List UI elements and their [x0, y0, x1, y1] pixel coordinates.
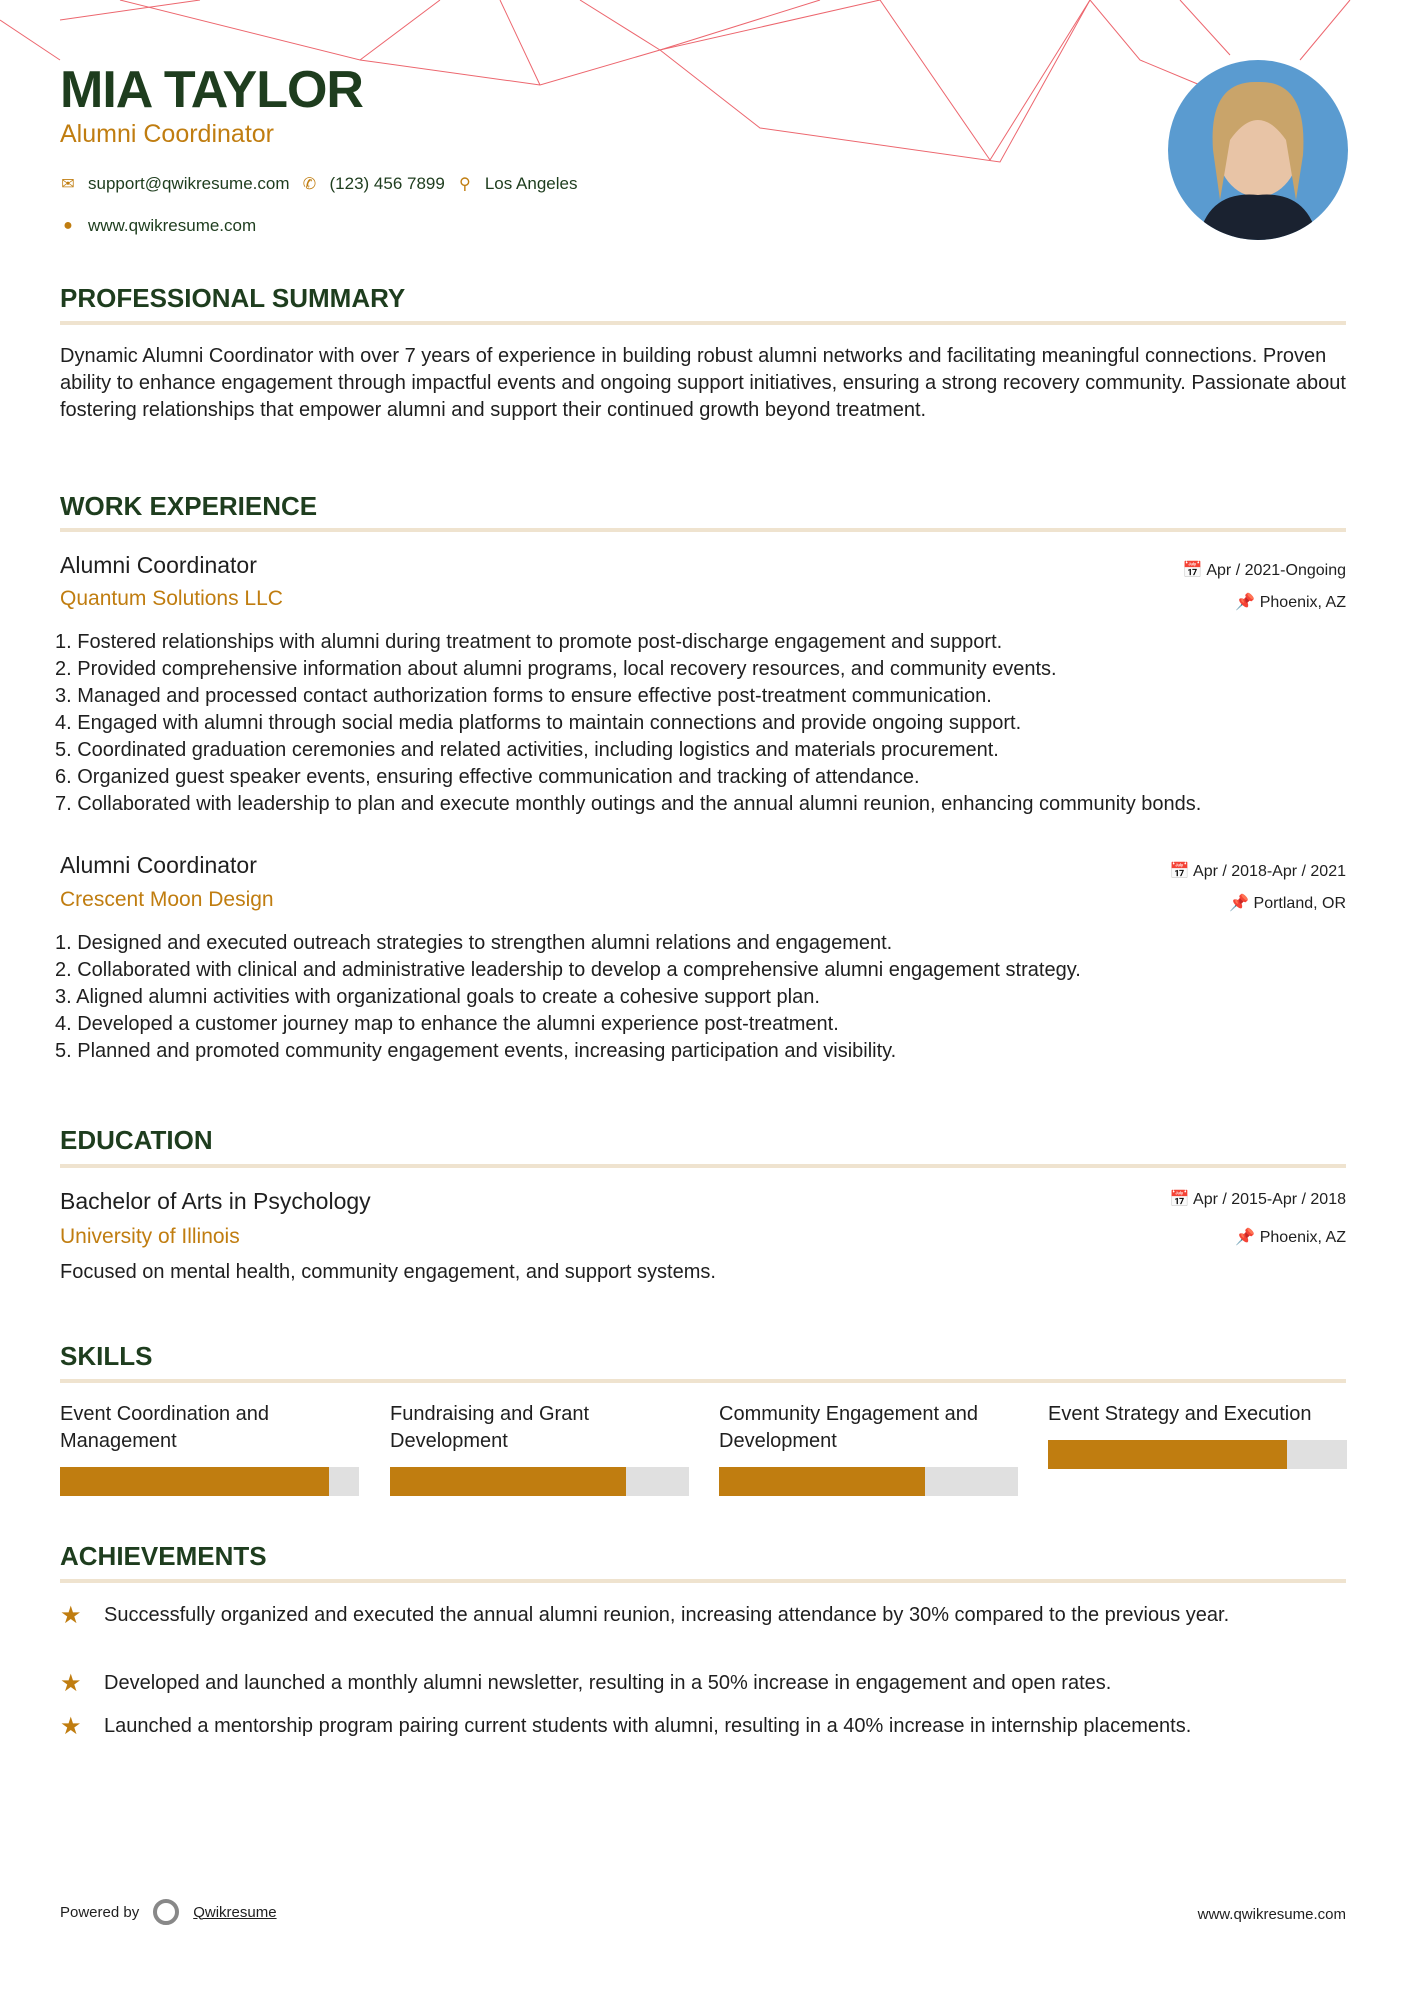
divider [60, 1164, 1346, 1168]
skill-bar-fill [390, 1467, 626, 1496]
achievement-item: ★ Successfully organized and executed the annual alumni reunion, increasing attendance by 30% compared to the previous year. [60, 1602, 1230, 1629]
list-item: 4. Developed a customer journey map to enhance the alumni experience post-treatment. [55, 1013, 839, 1035]
skill-name: Event Strategy and Execution [1048, 1403, 1312, 1425]
school: University of Illinois [60, 1225, 240, 1248]
candidate-name: MIA TAYLOR [60, 61, 363, 119]
summary-heading: PROFESSIONAL SUMMARY [60, 283, 406, 313]
qwikresume-logo-icon [153, 1899, 179, 1925]
star-icon: ★ [60, 1713, 82, 1740]
job-dates: 📅 Apr / 2021-Ongoing [1182, 562, 1346, 579]
experience-heading: WORK EXPERIENCE [60, 491, 318, 521]
skill-name: Fundraising and Grant Development [390, 1403, 590, 1452]
skills-heading: SKILLS [60, 1341, 153, 1371]
skill-bar [390, 1467, 689, 1496]
list-item: 1. Designed and executed outreach strategies to strengthen alumni relations and engagement. [55, 932, 893, 954]
skill-bar-fill [60, 1467, 329, 1496]
achievements-heading: ACHIEVEMENTS [60, 1541, 267, 1571]
job-location: 📌 Portland, OR [1229, 895, 1346, 912]
divider [60, 528, 1346, 532]
skill-bar-fill [1048, 1440, 1287, 1469]
skill-item [719, 1401, 1018, 1496]
skill-bar [719, 1467, 1018, 1496]
divider [60, 1579, 1346, 1583]
job-bullets [55, 629, 1355, 818]
location-pin-icon: ⚲ [458, 176, 471, 193]
skill-name: Event Coordination and Management [60, 1403, 270, 1452]
profile-photo [1168, 60, 1348, 240]
divider [60, 321, 1346, 325]
skill-item [1048, 1401, 1348, 1469]
footer-powered: Powered by Qwikresume [60, 1899, 277, 1925]
qwikresume-link[interactable]: Qwikresume [193, 1903, 277, 1921]
phone-icon: ✆ [302, 176, 317, 193]
list-item: 6. Organized guest speaker events, ensuring effective communication and tracking of attendance. [55, 766, 920, 788]
job-location: 📌 Phoenix, AZ [1235, 594, 1346, 611]
skill-bar-fill [719, 1467, 925, 1496]
skill-bar [1048, 1440, 1347, 1469]
achievement-item: ★ Launched a mentorship program pairing current students with alumni, resulting in a 40% increase in internship placements. [60, 1713, 1192, 1740]
list-item: 2. Provided comprehensive information about alumni programs, local recovery resources, and community events. [55, 658, 1057, 680]
phone-text: (123) 456 7899 [329, 174, 445, 193]
pin-icon: 📌 [1235, 594, 1260, 611]
education-location: 📌 Phoenix, AZ [1235, 1229, 1346, 1246]
calendar-icon: 📅 [1182, 562, 1207, 579]
list-item: 3. Managed and processed contact authorization forms to ensure effective post-treatment communication. [55, 685, 992, 707]
skill-item [390, 1401, 689, 1496]
education-description: Focused on mental health, community engagement, and support systems. [60, 1261, 716, 1283]
list-item: 1. Fostered relationships with alumni during treatment to promote post-discharge engagement and support. [55, 631, 1003, 653]
job-title: Alumni Coordinator [60, 852, 257, 878]
list-item: 5. Coordinated graduation ceremonies and related activities, including logistics and materials procurement. [55, 739, 999, 761]
star-icon: ★ [60, 1602, 82, 1629]
job-dates: 📅 Apr / 2018-Apr / 2021 [1169, 863, 1346, 880]
email-link[interactable]: support@qwikresume.com [88, 174, 290, 193]
education-dates: 📅 Apr / 2015-Apr / 2018 [1169, 1191, 1346, 1208]
divider [60, 1379, 1346, 1383]
list-item: 3. Aligned alumni activities with organizational goals to create a cohesive support plan. [55, 986, 820, 1008]
pin-icon: 📌 [1229, 895, 1254, 912]
job-bullets [55, 930, 1355, 1065]
calendar-icon: 📅 [1169, 863, 1194, 880]
website-row [58, 216, 256, 236]
list-item: 5. Planned and promoted community engagement events, increasing participation and visibility. [55, 1040, 897, 1062]
email-icon: ✉ [61, 176, 75, 193]
list-item: 7. Collaborated with leadership to plan and execute monthly outings and the annual alumni reunion, enhancing community bonds. [55, 793, 1202, 815]
calendar-icon: 📅 [1169, 1191, 1194, 1208]
education-heading: EDUCATION [60, 1125, 213, 1155]
pin-icon: 📌 [1235, 1229, 1260, 1246]
summary-text: Dynamic Alumni Coordinator with over 7 years of experience in building robust alumni networks and facilitating meaningful connections. Proven ability to enhance engagement through impactful events and ongoing support initiatives, ensuring a strong recovery community. Passionate about fostering relationships that empower alumni and support their continued growth beyond treatment. [60, 345, 1346, 421]
job-title: Alumni Coordinator [60, 552, 257, 578]
skill-bar [60, 1467, 359, 1496]
list-item: 4. Engaged with alumni through social media platforms to maintain connections and provide ongoing support. [55, 712, 1022, 734]
location-text: Los Angeles [484, 174, 578, 193]
degree: Bachelor of Arts in Psychology [60, 1188, 371, 1214]
skill-name: Community Engagement and Development [719, 1403, 979, 1452]
website-link[interactable]: www.qwikresume.com [88, 216, 257, 235]
contact-row [58, 174, 577, 194]
job-company: Quantum Solutions LLC [60, 587, 283, 610]
list-item: 2. Collaborated with clinical and administrative leadership to develop a comprehensive alumni engagement strategy. [55, 959, 1081, 981]
star-icon: ★ [60, 1670, 82, 1697]
achievement-item: ★ Developed and launched a monthly alumni newsletter, resulting in a 50% increase in engagement and open rates. [60, 1670, 1112, 1697]
footer-url[interactable]: www.qwikresume.com [1197, 1906, 1346, 1923]
globe-icon: ● [63, 217, 73, 234]
candidate-title: Alumni Coordinator [60, 120, 274, 148]
job-company: Crescent Moon Design [60, 888, 274, 911]
skill-item [60, 1401, 359, 1496]
